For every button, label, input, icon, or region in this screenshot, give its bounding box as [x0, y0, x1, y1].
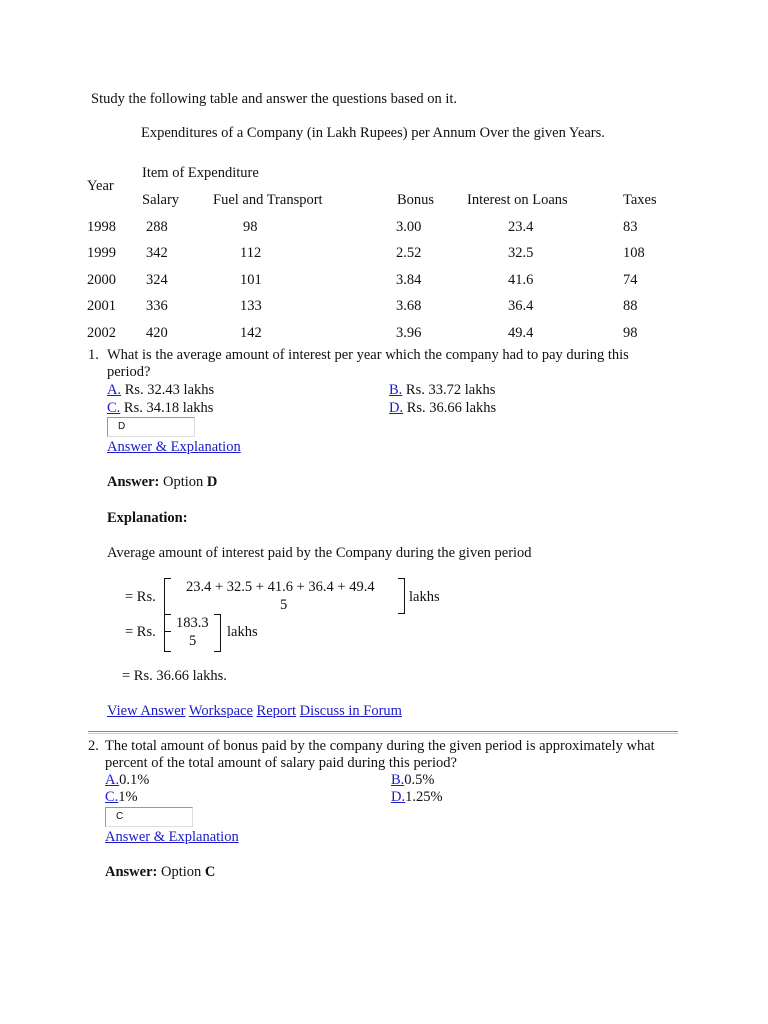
answer-option-word: Option: [160, 864, 202, 880]
answer-value: D: [206, 474, 218, 490]
eq-denominator: 5: [189, 633, 197, 649]
answer-line: [105, 864, 215, 881]
option-d[interactable]: [391, 789, 443, 806]
cell-interest: 36.4: [508, 298, 534, 314]
option-b[interactable]: [391, 772, 435, 789]
eq-suffix: lakhs: [409, 589, 440, 605]
cell-salary: 288: [146, 219, 168, 235]
column-header-interest: Interest on Loans: [467, 192, 568, 208]
option-text: 0.1%: [119, 772, 150, 788]
left-bracket: [164, 614, 171, 652]
cell-fuel: 112: [240, 245, 262, 261]
option-d[interactable]: [389, 400, 496, 417]
answer-explanation-link[interactable]: Answer & Explanation: [105, 829, 239, 845]
question-text: The total amount of bonus paid by the company during the given period is approximately what: [105, 738, 655, 754]
question-text: What is the average amount of interest per year which the company had to pay during this: [107, 347, 629, 363]
question-number: 2.: [88, 738, 99, 754]
cell-bonus: 3.96: [396, 325, 422, 341]
table-caption: Expenditures of a Company (in Lakh Rupees) per Annum Over the given Years.: [141, 125, 605, 141]
answer-option-word: Option: [162, 474, 204, 490]
option-letter[interactable]: B.: [391, 772, 405, 788]
option-letter[interactable]: A.: [105, 772, 120, 788]
answer-line: [107, 474, 217, 491]
option-text: 1.25%: [405, 789, 443, 805]
cell-bonus: 3.84: [396, 272, 422, 288]
eq-numerator: 183.3: [176, 615, 209, 631]
option-text: Rs. 32.43 lakhs: [124, 382, 215, 398]
option-letter[interactable]: B.: [389, 382, 403, 398]
explanation-text: Average amount of interest paid by the Company during the given period: [107, 545, 532, 561]
eq-denominator: 5: [280, 597, 288, 613]
cell-salary: 342: [146, 245, 168, 261]
group-header: Item of Expenditure: [142, 165, 259, 181]
cell-bonus: 3.00: [396, 219, 422, 235]
equation-result: = Rs. 36.66 lakhs.: [122, 668, 227, 684]
answer-label: Answer:: [105, 864, 158, 880]
option-c[interactable]: [107, 400, 213, 417]
option-text: 0.5%: [404, 772, 435, 788]
cell-fuel: 142: [240, 325, 262, 341]
option-letter[interactable]: D.: [391, 789, 406, 805]
eq-prefix: = Rs.: [125, 589, 156, 605]
cell-interest: 32.5: [508, 245, 534, 261]
column-header-salary: Salary: [142, 192, 180, 208]
cell-year: 1999: [87, 245, 116, 261]
intro-text: Study the following table and answer the questions based on it.: [91, 91, 458, 107]
cell-interest: 23.4: [508, 219, 534, 235]
cell-salary: 420: [146, 325, 168, 341]
column-header-bonus: Bonus: [397, 192, 435, 208]
option-c[interactable]: [105, 789, 138, 806]
cell-taxes: 108: [623, 245, 645, 261]
option-text: Rs. 36.66 lakhs: [406, 400, 497, 416]
cell-taxes: 83: [623, 219, 638, 235]
option-b[interactable]: [389, 382, 495, 399]
eq-prefix: = Rs.: [125, 624, 156, 640]
cell-salary: 336: [146, 298, 168, 314]
cell-fuel: 101: [240, 272, 262, 288]
action-links: [107, 703, 402, 720]
cell-fuel: 133: [240, 298, 262, 314]
cell-year: 1998: [87, 219, 116, 235]
cell-bonus: 3.68: [396, 298, 422, 314]
view-answer-link[interactable]: View Answer: [107, 703, 186, 719]
column-header-taxes: Taxes: [623, 192, 657, 208]
cell-taxes: 74: [623, 272, 638, 288]
option-letter[interactable]: D.: [389, 400, 404, 416]
option-text: 1%: [118, 789, 138, 805]
answer-explanation-link[interactable]: Answer & Explanation: [107, 439, 241, 455]
cell-year: 2000: [87, 272, 116, 288]
cell-taxes: 98: [623, 325, 638, 341]
answer-input[interactable]: C: [105, 807, 193, 827]
year-header: Year: [87, 178, 114, 194]
cell-interest: 49.4: [508, 325, 534, 341]
question-text-cont: period?: [107, 364, 151, 380]
option-text: Rs. 33.72 lakhs: [405, 382, 496, 398]
cell-year: 2001: [87, 298, 116, 314]
option-a[interactable]: [105, 772, 149, 789]
right-bracket: [398, 578, 405, 614]
cell-salary: 324: [146, 272, 168, 288]
cell-interest: 41.6: [508, 272, 534, 288]
option-letter[interactable]: C.: [105, 789, 119, 805]
cell-taxes: 88: [623, 298, 638, 314]
column-header-fuel: Fuel and Transport: [213, 192, 323, 208]
answer-value: C: [204, 864, 216, 880]
answer-label: Answer:: [107, 474, 160, 490]
cell-fuel: 98: [243, 219, 258, 235]
question-number: 1.: [88, 347, 99, 363]
answer-input[interactable]: D: [107, 417, 195, 437]
workspace-link[interactable]: Workspace: [188, 703, 253, 719]
option-a[interactable]: [107, 382, 214, 399]
option-text: Rs. 34.18 lakhs: [123, 400, 214, 416]
cell-bonus: 2.52: [396, 245, 422, 261]
explanation-label: Explanation:: [107, 510, 188, 526]
question-divider: [88, 731, 678, 734]
eq-numerator: 23.4 + 32.5 + 41.6 + 36.4 + 49.4: [186, 579, 375, 595]
option-letter[interactable]: A.: [107, 382, 122, 398]
question-text-cont: percent of the total amount of salary paid during this period?: [105, 755, 457, 771]
report-link[interactable]: Report: [256, 703, 296, 719]
discuss-forum-link[interactable]: Discuss in Forum: [299, 703, 402, 719]
right-bracket: [214, 614, 221, 652]
option-letter[interactable]: C.: [107, 400, 121, 416]
cell-year: 2002: [87, 325, 116, 341]
eq-suffix: lakhs: [227, 624, 258, 640]
